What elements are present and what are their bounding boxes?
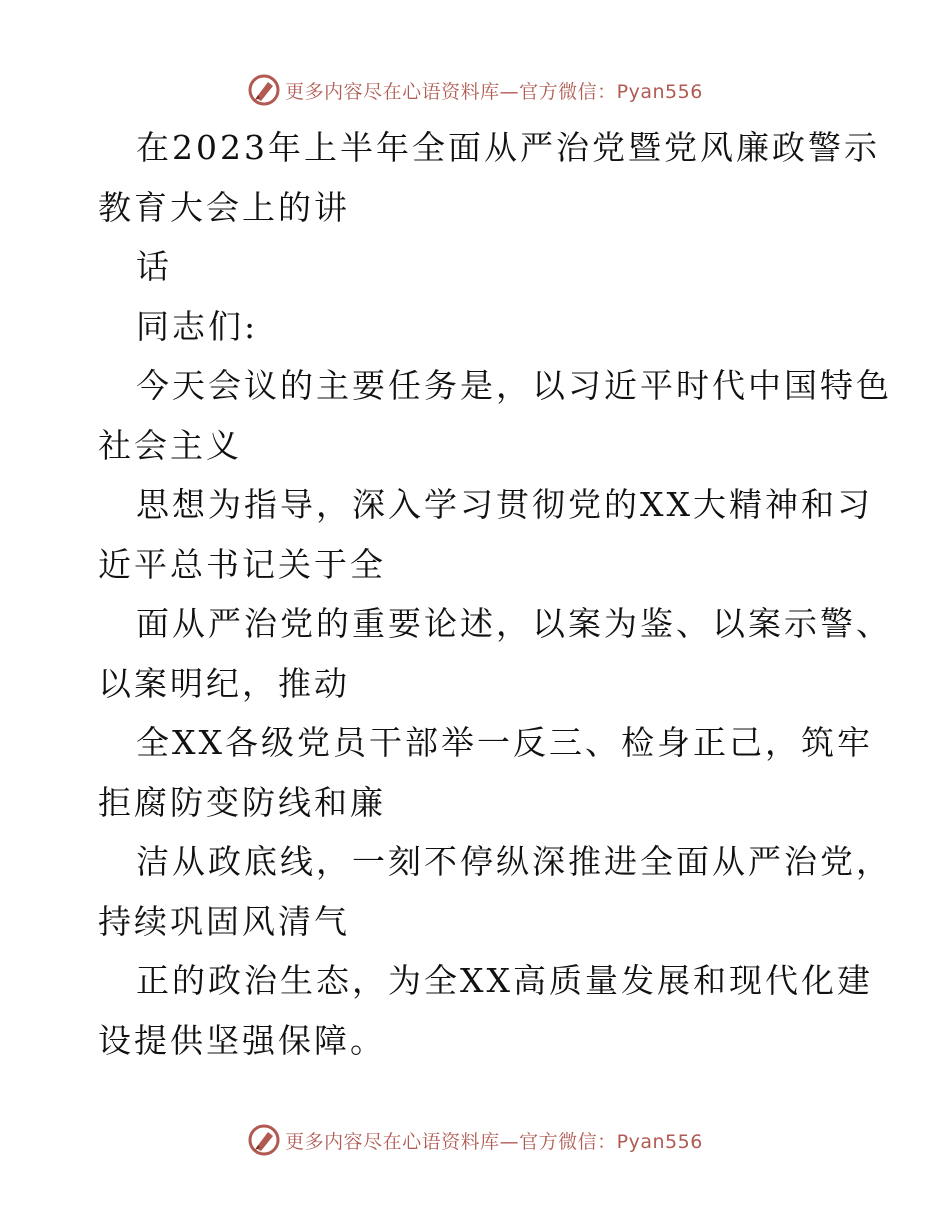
- paragraph-line: 洁从政底线，一刻不停纵深推进全面从严治党，: [136, 842, 892, 881]
- paragraph-line: 教育大会上的讲: [98, 187, 350, 227]
- paragraph-line: 设提供坚强保障。: [98, 1020, 386, 1060]
- footer-watermark: [0, 1120, 950, 1160]
- pen-nib-logo-icon: [247, 73, 281, 107]
- paragraph-line: 同志们:: [136, 306, 259, 346]
- paragraph-line: 全XX各级党员干部举一反三、检身正己，筑牢: [136, 723, 873, 762]
- paragraph-line: 正的政治生态，为全XX高质量发展和现代化建: [136, 961, 873, 1000]
- paragraph-line: 社会主义: [98, 425, 242, 465]
- watermark-text: 更多内容尽在心语资料库—官方微信：Pyan556: [285, 80, 703, 103]
- paragraph-line: 今天会议的主要任务是，以习近平时代中国特色: [136, 366, 892, 405]
- paragraph-line: 持续巩固风清气: [98, 901, 350, 941]
- header-watermark: [0, 70, 950, 110]
- paragraph-line: 以案明纪，推动: [98, 663, 350, 703]
- pen-nib-logo-icon: [247, 1123, 281, 1157]
- paragraph-line: 话: [136, 247, 172, 286]
- paragraph-line: 面从严治党的重要论述，以案为鉴、以案示警、: [136, 604, 892, 643]
- document-body: [98, 118, 892, 1070]
- paragraph-line: 思想为指导，深入学习贯彻党的XX大精神和习: [136, 485, 873, 524]
- watermark-text: 更多内容尽在心语资料库—官方微信：Pyan556: [285, 1130, 703, 1153]
- paragraph-line: 拒腐防变防线和廉: [98, 782, 386, 822]
- paragraph-line: 在2023年上半年全面从严治党暨党风廉政警示: [136, 128, 880, 167]
- paragraph-line: 近平总书记关于全: [98, 544, 386, 584]
